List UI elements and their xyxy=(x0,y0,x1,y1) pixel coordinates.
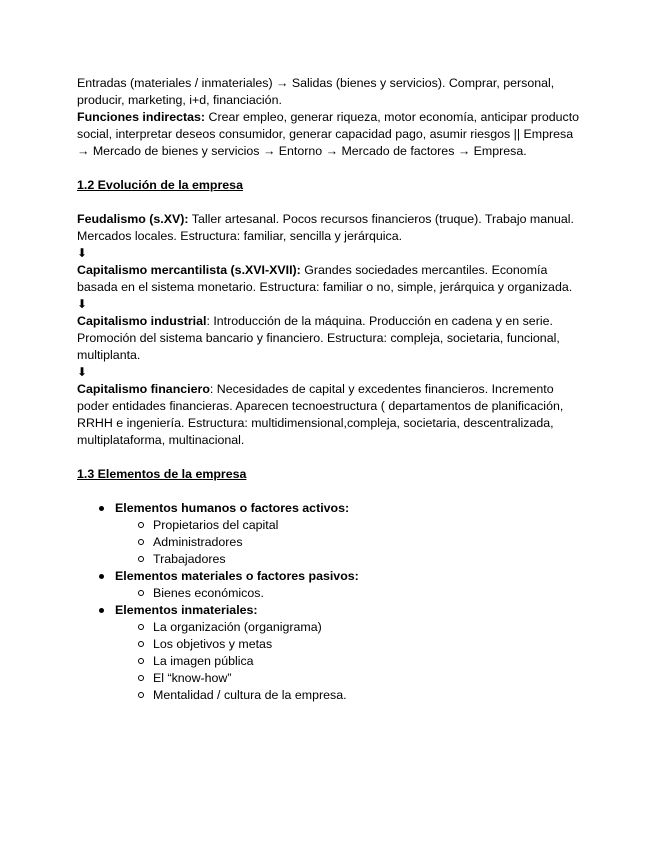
stage-feudalismo xyxy=(77,211,587,245)
list-item: El “know-how” xyxy=(138,670,587,687)
stage-text: Grandes sociedades mercantiles. Economía basada en el sistema monetario. Estructura: familiar o no, simple, jerárquica y organizada. xyxy=(77,263,573,294)
list-item: La imagen pública xyxy=(138,653,587,670)
section-heading-elementos: 1.3 Elementos de la empresa xyxy=(77,467,247,481)
down-arrow-icon: ⬇ xyxy=(77,246,88,260)
document-page xyxy=(77,75,587,704)
stage-financiero xyxy=(77,381,587,449)
section-heading-evolucion: 1.2 Evolución de la empresa xyxy=(77,178,243,192)
list-item: Los objetivos y metas xyxy=(138,636,587,653)
elements-list xyxy=(77,500,587,704)
group-label: Elementos materiales o factores pasivos: xyxy=(115,569,359,583)
stage-label: Capitalismo industrial xyxy=(77,314,207,328)
stage-industrial xyxy=(77,313,587,364)
stage-mercantilista xyxy=(77,262,587,296)
list-item xyxy=(99,602,587,704)
sub-list xyxy=(115,517,587,568)
stage-label: Capitalismo mercantilista (s.XVI-XVII): xyxy=(77,263,301,277)
stage-text: Taller artesanal. Pocos recursos financieros (truque). Trabajo manual. Mercados locales. Estructura: familiar, sencilla y jerárquica. xyxy=(77,212,574,243)
stage-label: Capitalismo financiero xyxy=(77,382,210,396)
group-label: Elementos inmateriales: xyxy=(115,603,258,617)
list-item: Trabajadores xyxy=(138,551,587,568)
stage-text: : Necesidades de capital y excedentes financieros. Incremento poder entidades financieras. Aparecen tecnoestructura ( departamentos de planificación, RRHH e ingeniería. Estructura: multidimensional,compleja, societaria, descentralizada, multiplataforma, multinacional. xyxy=(77,382,564,447)
indirect-functions-paragraph xyxy=(77,109,587,160)
list-item: Administradores xyxy=(138,534,587,551)
sub-list xyxy=(115,585,587,602)
stage-text: : Introducción de la máquina. Producción en cadena y en serie. Promoción del sistema bancario y financiero. Estructura: compleja, societaria, funcional, multiplanta. xyxy=(77,314,560,362)
down-arrow-icon: ⬇ xyxy=(77,365,88,379)
list-item xyxy=(99,568,587,602)
intro-paragraph: Entradas (materiales / inmateriales) → Salidas (bienes y servicios). Comprar, personal, producir, marketing, i+d, financiación. xyxy=(77,76,555,107)
indirect-functions-text: Crear empleo, generar riqueza, motor economía, anticipar producto social, interpretar deseos consumidor, generar capacidad pago, asumir riesgos || Empresa → Mercado de bienes y servicios → Entorno → Mercado de factores → Empresa. xyxy=(77,110,580,158)
list-item: Propietarios del capital xyxy=(138,517,587,534)
group-label: Elementos humanos o factores activos: xyxy=(115,501,350,515)
list-item: Bienes económicos. xyxy=(138,585,587,602)
down-arrow-icon: ⬇ xyxy=(77,297,88,311)
indirect-functions-label: Funciones indirectas: xyxy=(77,110,206,124)
stage-label: Feudalismo (s.XV): xyxy=(77,212,189,226)
sub-list xyxy=(115,619,587,704)
list-item xyxy=(99,500,587,568)
list-item: La organización (organigrama) xyxy=(138,619,587,636)
list-item: Mentalidad / cultura de la empresa. xyxy=(138,687,587,704)
